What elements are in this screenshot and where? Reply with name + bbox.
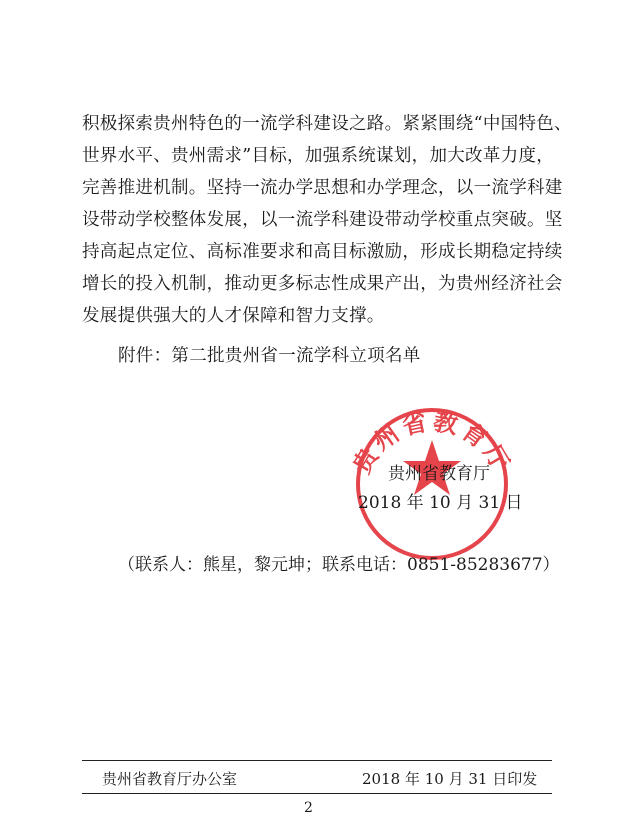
footer-rule-bottom	[82, 793, 552, 794]
body-line: 设带动学校整体发展，以一流学科建设带动学校重点突破。坚	[82, 210, 563, 230]
signature-org: 贵州省教育厅	[388, 464, 490, 484]
attachment-note: 附件：第二批贵州省一流学科立项名单	[118, 346, 421, 366]
body-line: 积极探索贵州特色的一流学科建设之路。紧紧围绕“中国特色、	[82, 114, 572, 134]
body-line: 持高起点定位、高标准要求和高目标激励，形成长期稳定持续	[82, 242, 563, 262]
footer-rule-top	[82, 760, 552, 761]
footer-issuer: 贵州省教育厅办公室	[102, 770, 238, 788]
signature-date: 2018 年 10 月 31 日	[358, 493, 523, 513]
contact-info: （联系人：熊星，黎元坤；联系电话：0851-85283677）	[118, 555, 560, 575]
body-line: 世界水平、贵州需求”目标，加强系统谋划，加大改革力度，	[82, 146, 555, 166]
body-line: 完善推进机制。坚持一流办学思想和办学理念，以一流学科建	[82, 178, 563, 198]
body-line: 增长的投入机制，推动更多标志性成果产出，为贵州经济社会	[82, 274, 563, 294]
footer-print-date: 2018 年 10 月 31 日印发	[362, 770, 538, 788]
page-number: 2	[304, 800, 313, 816]
body-line: 发展提供强大的人才保障和智力支撑。	[82, 306, 385, 326]
seal-text: 贵州省教育厅	[346, 406, 518, 479]
